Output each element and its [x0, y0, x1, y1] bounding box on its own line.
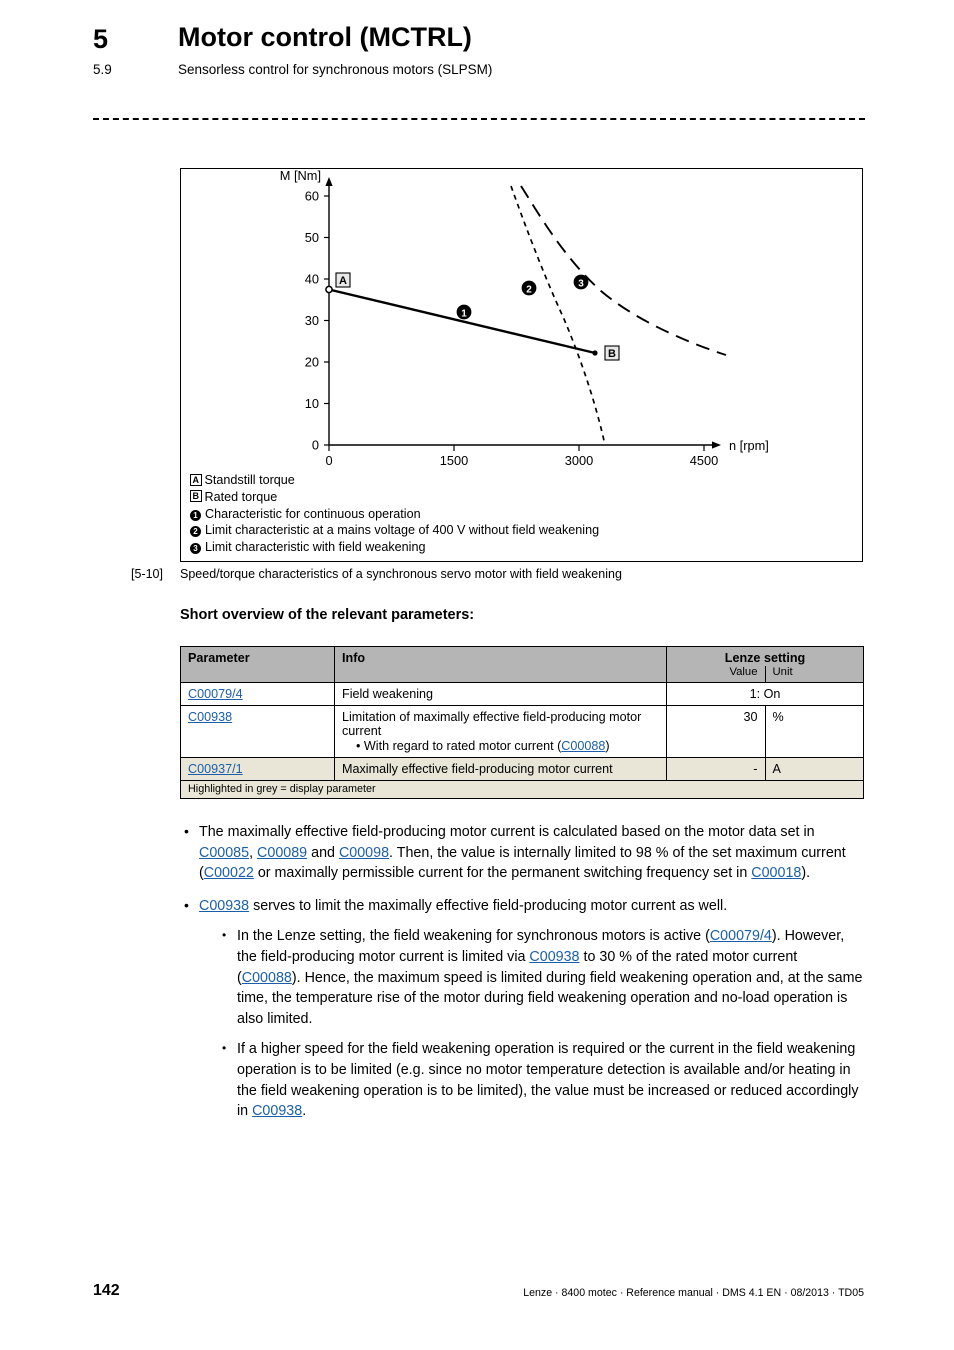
table-row: [181, 758, 864, 781]
parameters-table: [180, 646, 864, 799]
bullet-dot: •: [184, 896, 189, 913]
svg-text:0: 0: [325, 453, 333, 468]
table-row: [181, 683, 864, 706]
b1-part3: or maximally permissible current for the permanent switching frequency set in: [253, 865, 752, 882]
b1-sep1: ,: [249, 844, 258, 861]
point-b-marker: [592, 350, 597, 355]
param-link-c00088[interactable]: C00088: [561, 739, 606, 753]
legend-text-a: Standstill torque: [204, 473, 295, 487]
y-axis-title: M [Nm]: [279, 169, 321, 183]
b2a-part3: to 30 % of the rated motor current (: [237, 948, 798, 986]
b1-part2: . Then, the value is internally limited to 98 % of the set maximum current (: [199, 844, 846, 882]
cell-info: Maximally effective field-producing motor current: [335, 758, 667, 781]
bullet-item-2: [180, 896, 864, 1122]
figure-box: [180, 168, 863, 562]
legend-text-2: Limit characteristic at a mains voltage of 400 V without field weakening: [205, 523, 600, 538]
figure-caption-number: [5-10]: [131, 567, 163, 581]
legend-marker-3: 3: [190, 543, 201, 554]
bullet-item-2a: [218, 926, 864, 1029]
figure-caption-text: Speed/torque characteristics of a synchronous servo motor with field weakening: [180, 567, 622, 581]
col-header-unit: Unit: [765, 666, 864, 683]
legend-marker-b: B: [190, 490, 202, 502]
b2a-ref-c00938[interactable]: C00938: [529, 948, 580, 965]
speed-torque-chart: [181, 169, 862, 469]
y-tick-marks: [324, 196, 329, 445]
curve-limit-with-field-weakening: [521, 186, 726, 355]
b2a-part1: In the Lenze setting, the field weakening for synchronous motors is active (: [237, 928, 710, 945]
legend-marker-a: A: [190, 474, 202, 486]
svg-text:3000: 3000: [564, 453, 594, 468]
svg-text:0: 0: [311, 437, 319, 453]
svg-text:60: 60: [304, 188, 319, 204]
cell-parameter[interactable]: [181, 683, 335, 706]
b2a-ref-c00079-4[interactable]: C00079/4: [709, 928, 772, 945]
svg-text:4500: 4500: [689, 453, 719, 468]
svg-text:B: B: [608, 348, 616, 360]
b2b-ref-c00938[interactable]: C00938: [252, 1103, 303, 1120]
legend-text-1: Characteristic for continuous operation: [205, 506, 421, 521]
b1-ref-c00085[interactable]: C00085: [199, 844, 250, 861]
b2-ref-c00938[interactable]: C00938: [199, 897, 250, 914]
cell-value: -: [667, 758, 766, 781]
col-header-parameter: Parameter: [181, 647, 335, 683]
legend-item-3: [190, 539, 599, 556]
b2a-part4: ). Hence, the maximum speed is limited during field weakening operation and, at the same time, the temperature rise of the motor during field weakening operation and no-load operation is also limited.: [237, 969, 863, 1027]
chapter-title: Motor control (MCTRL): [178, 22, 472, 52]
x-axis-title: n [rpm]: [729, 438, 769, 453]
cell-info: Field weakening: [335, 683, 667, 706]
curve-continuous-operation: [329, 290, 593, 353]
bullet-dot: •: [184, 823, 189, 839]
svg-text:3: 3: [578, 278, 584, 290]
cell-unit: %: [765, 706, 864, 758]
svg-text:A: A: [339, 275, 347, 287]
bullet-dot: •: [222, 1041, 227, 1056]
b2a-part2: ). However, the field-producing motor current is limited via: [237, 928, 845, 965]
b1-part4: ).: [801, 865, 811, 882]
footer-page-number: 142: [93, 1282, 120, 1299]
b1-ref-c00022[interactable]: C00022: [203, 865, 254, 882]
col-header-info: Info: [335, 647, 667, 683]
svg-text:2: 2: [526, 284, 532, 296]
b1-ref-c00089[interactable]: C00089: [257, 844, 308, 861]
chart-callout-2: [522, 281, 537, 296]
b1-ref-c00018[interactable]: C00018: [751, 865, 802, 882]
cell-parameter[interactable]: [181, 758, 335, 781]
cell-info-sub: • With regard to rated motor current (C00088): [356, 739, 610, 753]
cell-info-main: Limitation of maximally effective field-producing motor current: [342, 710, 642, 738]
legend-text-b: Rated torque: [204, 489, 278, 504]
bullet-item-2b: [218, 1039, 864, 1121]
svg-text:30: 30: [304, 313, 319, 328]
svg-text:10: 10: [304, 396, 319, 411]
svg-text:50: 50: [304, 230, 319, 245]
col-header-value: Value: [667, 666, 766, 683]
header-divider: [93, 118, 865, 120]
legend-text-3: Limit characteristic with field weakening: [205, 540, 426, 555]
section-title: Sensorless control for synchronous motors (SLPSM): [178, 62, 493, 77]
cell-value: 1: On: [667, 683, 864, 706]
b1-part1: The maximally effective field-producing motor current is calculated based on the motor data set in: [199, 824, 815, 840]
chart-label-b: [605, 346, 619, 360]
b2b-part1: If a higher speed for the field weakening operation is required or the current in the field weakening operation is to be limited (e.g. since no motor temperature detection is available and/or heating in the field weakening operation is to be limited), the value must be increased or reduced accordingly in: [237, 1041, 859, 1120]
x-tick-marks: [329, 445, 704, 451]
chapter-number: 5: [93, 24, 109, 54]
legend-marker-2: 2: [190, 526, 201, 537]
svg-text:1500: 1500: [439, 453, 469, 468]
bullet-dot: •: [222, 928, 227, 943]
table-note: Highlighted in grey = display parameter: [181, 781, 864, 799]
svg-text:40: 40: [304, 271, 319, 287]
cell-parameter[interactable]: [181, 706, 335, 758]
x-axis-arrow: [712, 441, 721, 448]
param-link[interactable]: C00079/4: [188, 687, 243, 701]
svg-text:20: 20: [304, 354, 319, 370]
cell-unit: A: [765, 758, 864, 781]
table-note-row: [181, 781, 864, 799]
param-link[interactable]: C00937/1: [188, 762, 243, 776]
figure-legend: [190, 472, 599, 556]
section-number: 5.9: [93, 62, 112, 77]
legend-marker-1: 1: [190, 510, 201, 521]
point-a-marker: [326, 286, 332, 292]
legend-item-b: [190, 489, 599, 506]
y-axis-arrow: [325, 177, 332, 186]
table-row: [181, 706, 864, 758]
parameters-heading: Short overview of the relevant parameters:: [180, 607, 475, 623]
legend-item-1: [190, 506, 599, 523]
legend-item-a: [190, 472, 599, 489]
chart-label-a: [336, 273, 350, 287]
b2b-part2: .: [302, 1103, 307, 1120]
cell-value: 30: [667, 706, 766, 758]
b1-ref-c00098[interactable]: C00098: [338, 844, 390, 861]
footer-info: Lenze · 8400 motec · Reference manual · DMS 4.1 EN · 08/2013 · TD05: [523, 1287, 864, 1299]
chart-callout-1: [457, 305, 472, 320]
col-header-lenze-setting: Lenze setting: [667, 647, 864, 667]
b1-sep2: and: [307, 844, 339, 861]
legend-item-2: [190, 522, 599, 539]
param-link[interactable]: C00938: [188, 710, 233, 724]
b2a-ref-c00088[interactable]: C00088: [241, 969, 292, 986]
bullet-item-1: [180, 822, 864, 884]
svg-text:1: 1: [461, 308, 467, 320]
chart-callout-3: [574, 275, 589, 290]
cell-info: [335, 706, 667, 758]
b2-part1: serves to limit the maximally effective field-producing motor current as well.: [249, 897, 728, 914]
nested-bullets: [218, 926, 864, 1121]
axis-tick-labels: [305, 189, 718, 469]
body-text: [180, 822, 864, 1134]
curve-limit-no-field-weakening: [511, 186, 605, 445]
table-header-row: [181, 647, 864, 667]
